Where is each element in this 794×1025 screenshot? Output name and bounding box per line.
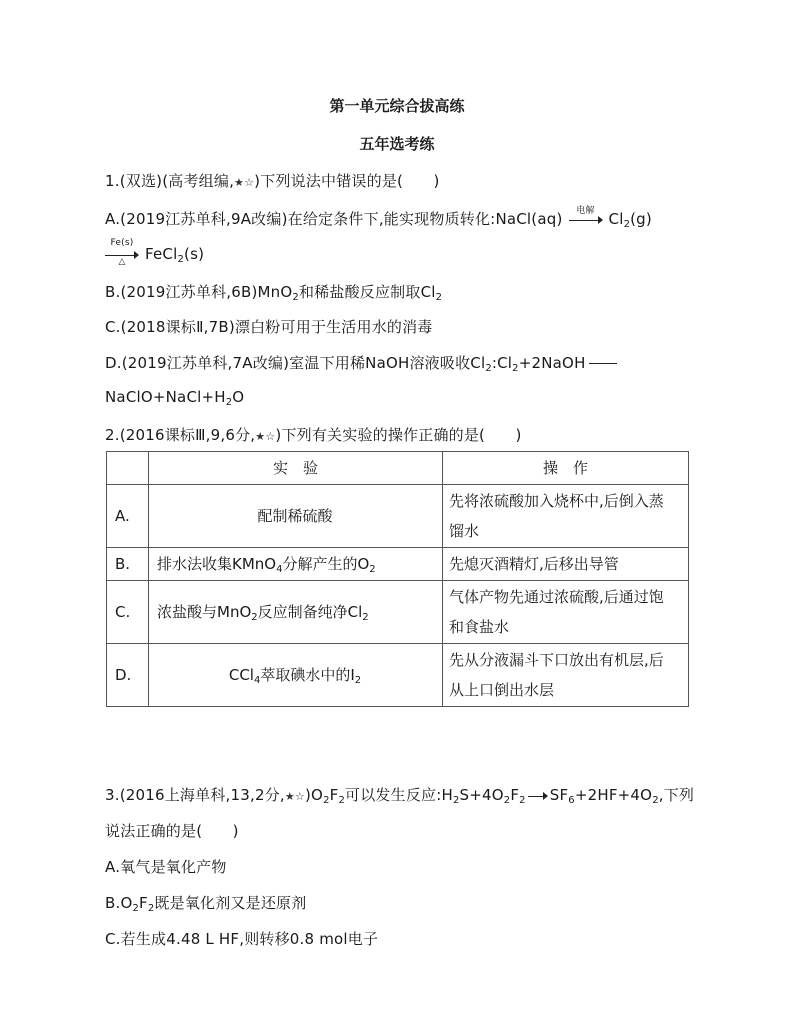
row-operation: 先熄灭酒精灯,后移出导管 (443, 548, 689, 581)
row-experiment: CCl$_4$萃取碘水中的$I_2$ (149, 644, 443, 707)
table-row (107, 581, 689, 644)
row-experiment: 排水法收集KMnO$_4$分解产生的$O_2$ (149, 548, 443, 581)
unit-title: 第一单元综合拔高练 (329, 97, 465, 115)
table-header-operation: 操 作 (443, 452, 689, 485)
table-row (107, 485, 689, 548)
q3-option-a: A.氧气是氧化产物 (105, 858, 227, 876)
q2-stem: 2.(2016课标Ⅲ,9,6分,★☆)下列有关实验的操作正确的是( ) (105, 426, 522, 444)
experiment-table (106, 451, 689, 707)
q1-option-c: C.(2018课标Ⅱ,7B)漂白粉可用于生活用水的消毒 (105, 318, 433, 336)
table-row (107, 644, 689, 707)
row-operation: 先将浓硫酸加入烧杯中,后倒入蒸 馏水 (443, 485, 689, 548)
section-subtitle: 五年选考练 (359, 135, 435, 153)
equals-line-icon (589, 363, 617, 364)
q1-stem: 1.(双选)(高考组编,★☆)下列说法中错误的是( ) (105, 172, 440, 190)
table-header-row (107, 452, 689, 485)
row-label: A. (107, 485, 149, 548)
row-label: B. (107, 548, 149, 581)
electrolysis-arrow-icon: 电解 (569, 213, 603, 227)
difficulty-star-icon: ★☆ (284, 790, 305, 803)
difficulty-star-icon: ★☆ (255, 430, 276, 443)
q3-option-b: $B.O_2F_2$既是氧化剂又是还原剂 (105, 894, 307, 914)
row-operation: 气体产物先通过浓硫酸,后通过饱 和食盐水 (443, 581, 689, 644)
difficulty-star-icon: ★☆ (234, 176, 255, 189)
q3-stem-cont: 说法正确的是( ) (105, 822, 239, 840)
table-header-blank (107, 452, 149, 485)
q3-option-c: C.若生成4.48 L HF,则转移0.8 mol电子 (105, 930, 379, 948)
q3-stem: 3.(2016上海单科,13,2分$,★☆)O_2F_2$可以发生反应$:H_2S+4O_2F_2$ $SF_6+2HF+4O_2$,下列 (105, 786, 695, 806)
row-experiment: 浓盐酸与MnO$_2$反应制备纯净$Cl_2$ (149, 581, 443, 644)
table-row (107, 548, 689, 581)
row-operation: 先从分液漏斗下口放出有机层,后 从上口倒出水层 (443, 644, 689, 707)
q1-option-b: B.(2019江苏单科,6B)MnO$_2$和稀盐酸反应制取$Cl_2$ (105, 283, 443, 303)
row-label: D. (107, 644, 149, 707)
q1-option-a-cont: Fe(s) △ FeCl$_2$(s) (105, 245, 204, 263)
row-label: C. (107, 581, 149, 644)
reaction-arrow-icon (528, 789, 548, 803)
row-experiment: 配制稀硫酸 (149, 485, 443, 548)
reaction-arrow-icon: Fe(s) △ (105, 248, 139, 262)
q1-option-d-cont: $NaClO+NaCl+H_2O$ (105, 388, 245, 408)
q1-option-a: A.(2019江苏单科,9A改编)在给定条件下,能实现物质转化:NaCl(aq) 电解 $Cl_2(g)$ (105, 205, 652, 230)
q1-option-d: D.(2019江苏单科,7A改编)室温下用稀NaOH溶液吸收$Cl_2:Cl_2+2NaOH$ (105, 352, 620, 373)
table-header-experiment: 实 验 (149, 452, 443, 485)
